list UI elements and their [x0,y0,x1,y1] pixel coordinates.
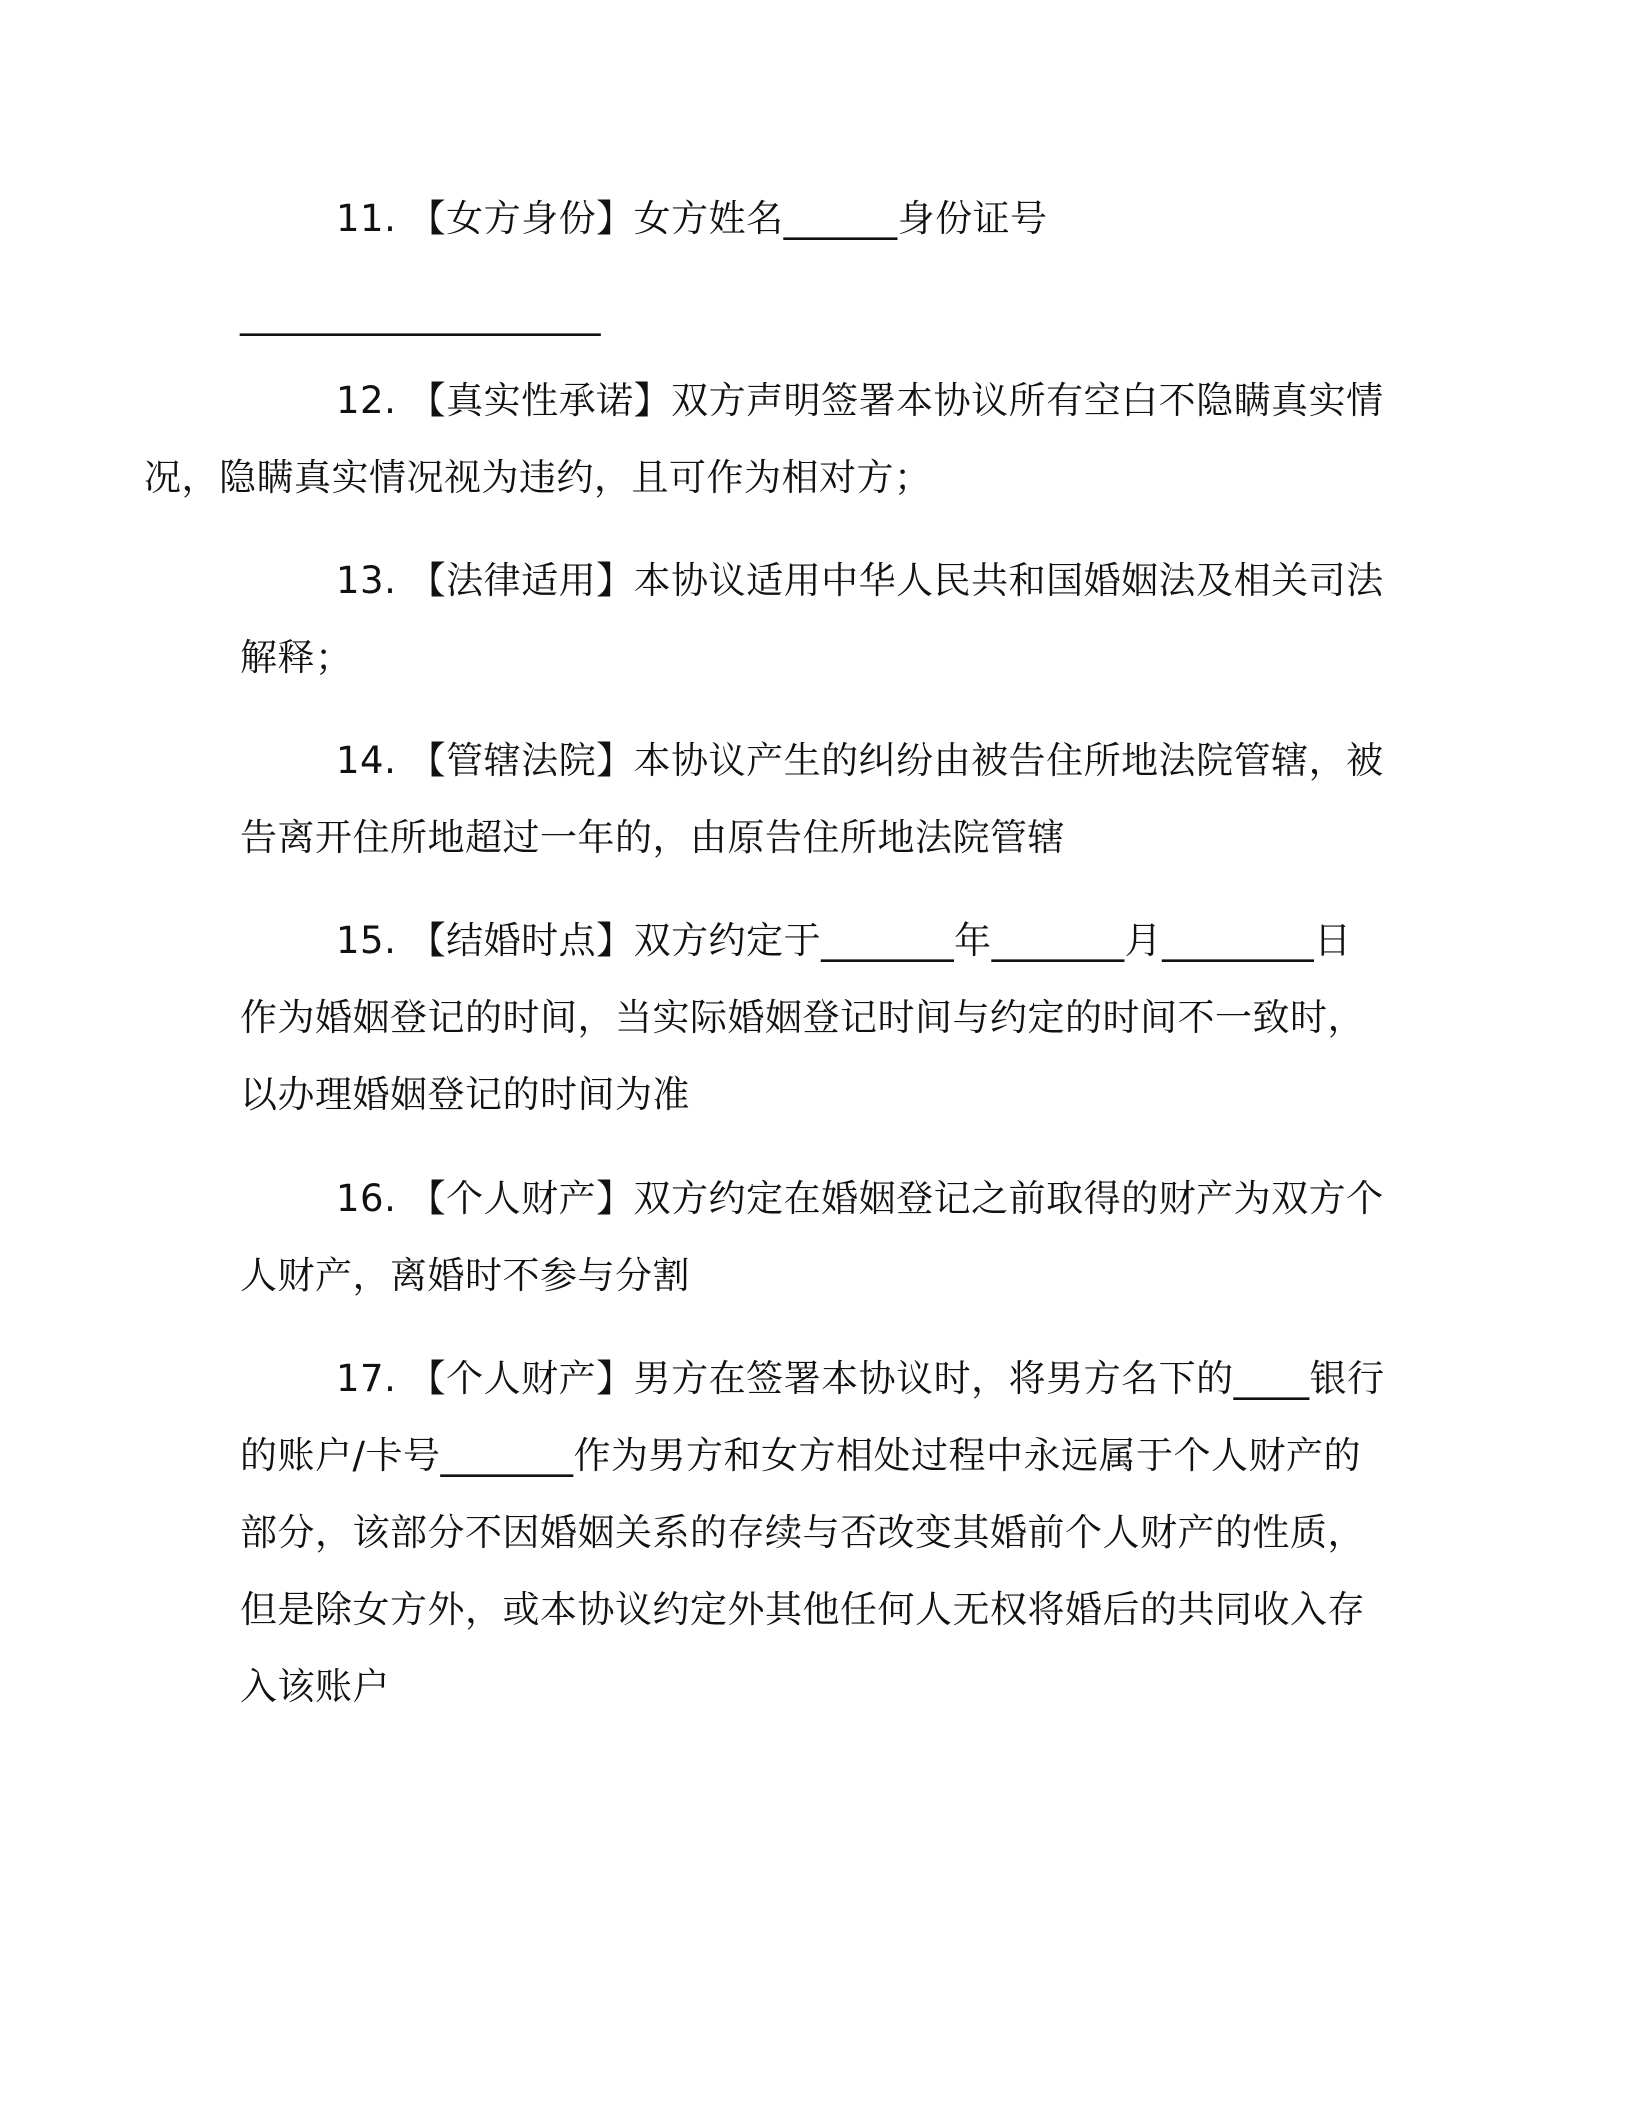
clause-12 [144,362,1384,516]
clause-13-line-1: 13. 【法律适用】本协议适用中华人民共和国婚姻法及相关司法 [336,559,1384,602]
clause-15-line-3: 以办理婚姻登记的时间为准 [240,1073,690,1116]
clause-11-line-1: 11. 【女方身份】女方姓名______身份证号 [336,197,1048,240]
clause-16-line-2: 人财产，离婚时不参与分割 [240,1254,690,1297]
clause-15-line-2: 作为婚姻登记的时间，当实际婚姻登记时间与约定的时间不一致时， [240,996,1365,1039]
clause-17-line-2: 的账户/卡号_______作为男方和女方相处过程中永远属于个人财产的 [240,1434,1361,1477]
clause-11 [240,180,1380,257]
clause-14-line-2: 告离开住所地超过一年的，由原告住所地法院管辖 [240,816,1065,859]
clause-17-line-5: 入该账户 [240,1665,390,1708]
clause-13 [240,542,1384,696]
clause-17-line-3: 部分，该部分不因婚姻关系的存续与否改变其婚前个人财产的性质， [240,1511,1365,1554]
clause-15-line-1: 15. 【结婚时点】双方约定于_______年_______月________日 [336,919,1352,962]
clause-16 [240,1160,1384,1314]
clause-14 [240,722,1384,876]
clause-12-line-2: 况，隐瞒真实情况视为违约，且可作为相对方； [144,456,932,499]
clause-14-line-1: 14. 【管辖法院】本协议产生的纠纷由被告住所地法院管辖，被 [336,739,1384,782]
clause-17-line-4: 但是除女方外，或本协议约定外其他任何人无权将婚后的共同收入存 [240,1588,1365,1631]
clause-17 [240,1340,1385,1725]
clause-16-line-1: 16. 【个人财产】双方约定在婚姻登记之前取得的财产为双方个 [336,1177,1384,1220]
clause-11-id-number-blank: ___________________ [240,293,601,336]
clause-13-line-2: 解释； [240,636,353,679]
clause-12-line-1: 12. 【真实性承诺】双方声明签署本协议所有空白不隐瞒真实情 [336,379,1384,422]
clause-17-line-1: 17. 【个人财产】男方在签署本协议时，将男方名下的____银行 [336,1357,1385,1400]
clause-15 [240,902,1380,1133]
